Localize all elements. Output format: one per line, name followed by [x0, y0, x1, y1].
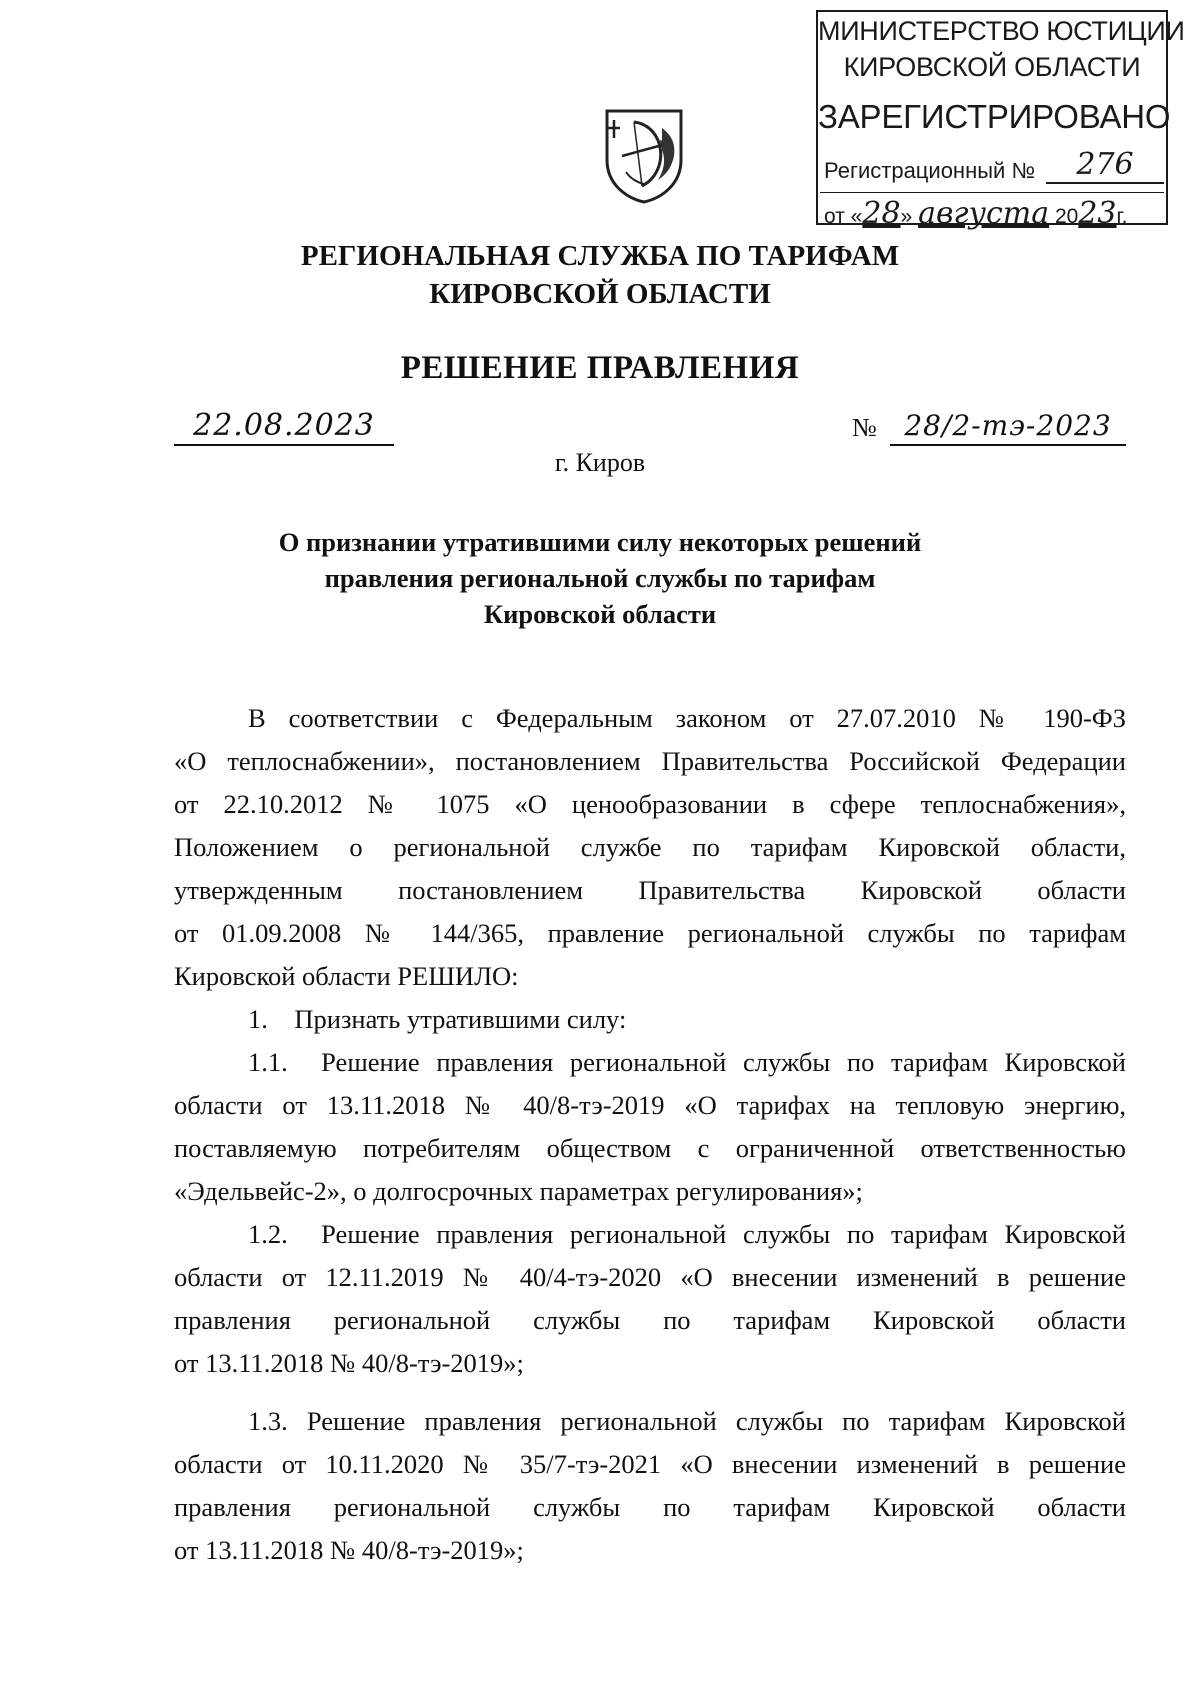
body-line: Кировской области РЕШИЛО: — [174, 961, 519, 991]
body-line: от 22.10.2012 № 1075 «О ценообразовании в сфере теплоснабжения», — [174, 789, 1126, 819]
body-line: от 13.11.2018 № 40/8-тэ-2019»; — [174, 1535, 524, 1565]
list-item: 1. Признать утратившими силу: — [248, 1004, 627, 1034]
body-line: «Эдельвейс-2», о долгосрочных параметрах регулирования»; — [174, 1176, 863, 1206]
body-line: от 13.11.2018 № 40/8-тэ-2019»; — [174, 1348, 524, 1378]
body-line: области от 13.11.2018 № 40/8-тэ-2019 «О тарифах на тепловую энергию, — [174, 1090, 1126, 1120]
body-line: поставляемую потребителям обществом с ограниченной ответственностью — [174, 1133, 1126, 1163]
body-line: от 01.09.2008 № 144/365, правление региональной службы по тарифам — [174, 918, 1126, 948]
stamp-date-day: 28 — [862, 196, 901, 231]
document-date: 22.08.2023 — [174, 404, 394, 446]
document-type: РЕШЕНИЕ ПРАВЛЕНИЯ — [400, 350, 800, 386]
stamp-date-year: 23 — [1078, 196, 1117, 231]
org-name-line2: КИРОВСКОЙ ОБЛАСТИ — [429, 278, 771, 310]
stamp-date-suffix: г. — [1116, 205, 1128, 228]
stamp-registered-label: ЗАРЕГИСТРИРОВАНО — [818, 98, 1171, 135]
list-item: 1.2. Решение правления региональной службы по тарифам Кировской — [248, 1219, 1126, 1249]
stamp-date-mid: » — [900, 205, 913, 228]
body-line: В соответствии с Федеральным законом от 27.07.2010 № 190-ФЗ — [248, 703, 1126, 733]
body-line: правления региональной службы по тарифам Кировской области — [174, 1492, 1126, 1522]
stamp-region-line: КИРОВСКОЙ ОБЛАСТИ — [843, 52, 1141, 82]
org-name-line1: РЕГИОНАЛЬНАЯ СЛУЖБА ПО ТАРИФАМ — [300, 240, 900, 272]
list-item: 1.1. Решение правления региональной службы по тарифам Кировской — [248, 1047, 1126, 1077]
coat-of-arms-icon — [604, 108, 684, 204]
registration-stamp — [816, 10, 1185, 231]
document-city: г. Киров — [554, 448, 646, 477]
stamp-divider — [820, 192, 1164, 193]
stamp-date — [824, 196, 1160, 231]
subject-line1: О признании утратившими силу некоторых решений — [278, 527, 922, 557]
document-number-label: № — [852, 413, 877, 442]
list-item: 1.3. Решение правления региональной службы по тарифам Кировской — [248, 1406, 1126, 1436]
stamp-reg-number: 276 — [1046, 148, 1164, 184]
body-line: Положением о региональной службе по тарифам Кировской области, — [174, 832, 1126, 862]
body-line: области от 12.11.2019 № 40/4-тэ-2020 «О внесении изменений в решение — [174, 1262, 1126, 1292]
body-line: утвержденным постановлением Правительства Кировской области — [174, 875, 1126, 905]
stamp-reg-label: Регистрационный № — [824, 158, 1036, 183]
body-line: области от 10.11.2020 № 35/7-тэ-2021 «О внесении изменений в решение — [174, 1449, 1126, 1479]
document-number: 28/2-тэ-2023 — [890, 404, 1126, 446]
stamp-date-year-prefix: 20 — [1054, 205, 1079, 228]
body-line: «О теплоснабжении», постановлением Правительства Российской Федерации — [174, 746, 1126, 776]
stamp-ministry-line: МИНИСТЕРСТВО ЮСТИЦИИ — [818, 16, 1185, 46]
stamp-date-prefix: от « — [824, 205, 863, 228]
subject-line3: Кировской области — [483, 599, 717, 629]
subject-line2: правления региональной службы по тарифам — [324, 563, 876, 593]
body-line: правления региональной службы по тарифам Кировской области — [174, 1305, 1126, 1335]
stamp-date-month: августа — [918, 196, 1050, 231]
